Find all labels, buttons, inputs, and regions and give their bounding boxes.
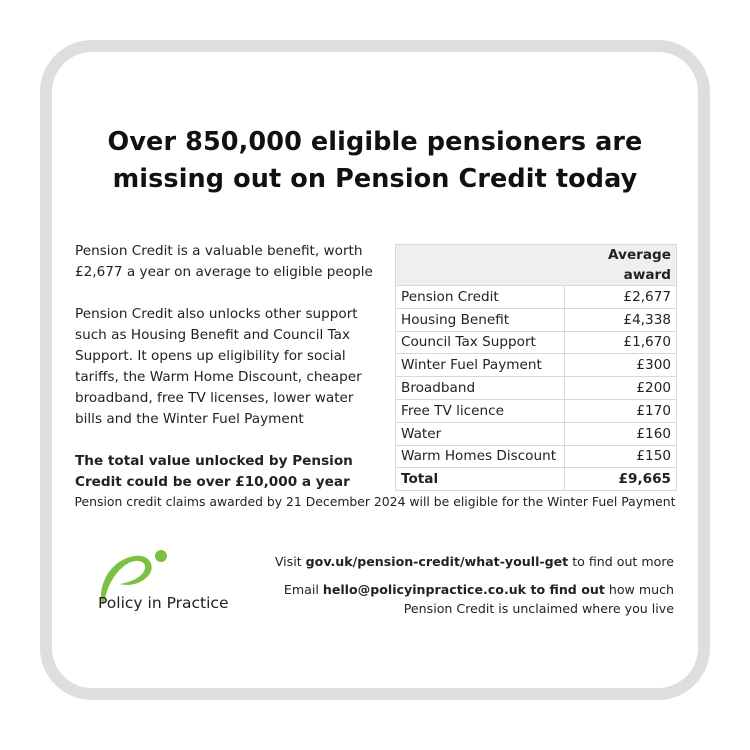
- email-prefix: Email: [283, 582, 323, 597]
- intro-paragraph-2: Pension Credit also unlocks other support such as Housing Benefit and Council Tax Support. It opens up eligibility for social tariffs, the Warm Home Discount, cheaper broadband, free TV licenses, lower water bills and the Winter Fuel Payment: [75, 306, 362, 427]
- table-row: [396, 377, 677, 400]
- row-value: £4,338: [565, 308, 677, 331]
- row-name: Water: [396, 422, 565, 445]
- table-row: [396, 354, 677, 377]
- table-row: [396, 286, 677, 309]
- total-value: £9,665: [565, 468, 677, 491]
- row-name: Free TV licence: [396, 399, 565, 422]
- row-name: Winter Fuel Payment: [396, 354, 565, 377]
- intro-text: [75, 241, 375, 493]
- intro-paragraph-1: Pension Credit is a valuable benefit, worth £2,677 a year on average to eligible people: [75, 243, 373, 280]
- table-row: [396, 422, 677, 445]
- email-link[interactable]: hello@policyinpractice.co.uk to find out: [322, 582, 605, 597]
- row-name: Housing Benefit: [396, 308, 565, 331]
- table-header-row: [396, 245, 677, 286]
- award-table: [395, 244, 677, 491]
- row-name: Council Tax Support: [396, 331, 565, 354]
- table-header-average-award: Average award: [565, 245, 677, 286]
- row-value: £150: [565, 445, 677, 468]
- table-row: [396, 445, 677, 468]
- email-suffix: how much: [604, 582, 674, 597]
- intro-paragraph-total: The total value unlocked by Pension Credit could be over £10,000 a year: [75, 453, 353, 490]
- table-row: [396, 399, 677, 422]
- table-row: [396, 308, 677, 331]
- row-name: Broadband: [396, 377, 565, 400]
- table-header-blank: [396, 245, 565, 286]
- visit-suffix: to find out more: [568, 554, 674, 569]
- row-value: £200: [565, 377, 677, 400]
- email-line-2: Pension Credit is unclaimed where you live: [403, 601, 674, 616]
- row-name: Pension Credit: [396, 286, 565, 309]
- email-line: [275, 580, 674, 599]
- table-total-row: [396, 468, 677, 491]
- total-label: Total: [396, 468, 565, 491]
- visit-prefix: Visit: [274, 554, 306, 569]
- row-value: £300: [565, 354, 677, 377]
- row-value: £1,670: [565, 331, 677, 354]
- page-title: [0, 124, 750, 198]
- contact-info: [275, 552, 674, 618]
- title-line-2: missing out on Pension Credit today: [112, 164, 638, 194]
- row-value: £160: [565, 422, 677, 445]
- row-value: £170: [565, 399, 677, 422]
- row-name: Warm Homes Discount: [396, 445, 565, 468]
- title-line-1: Over 850,000 eligible pensioners are: [107, 127, 643, 157]
- row-value: £2,677: [565, 286, 677, 309]
- logo-dot-icon: [155, 550, 167, 562]
- table-row: [396, 331, 677, 354]
- logo-text: Policy in Practice: [98, 594, 229, 612]
- visit-link[interactable]: gov.uk/pension-credit/what-youll-get: [305, 554, 569, 569]
- winter-fuel-note: Pension credit claims awarded by 21 December 2024 will be eligible for the Winter Fuel Payment: [74, 494, 676, 509]
- visit-line: [275, 552, 674, 571]
